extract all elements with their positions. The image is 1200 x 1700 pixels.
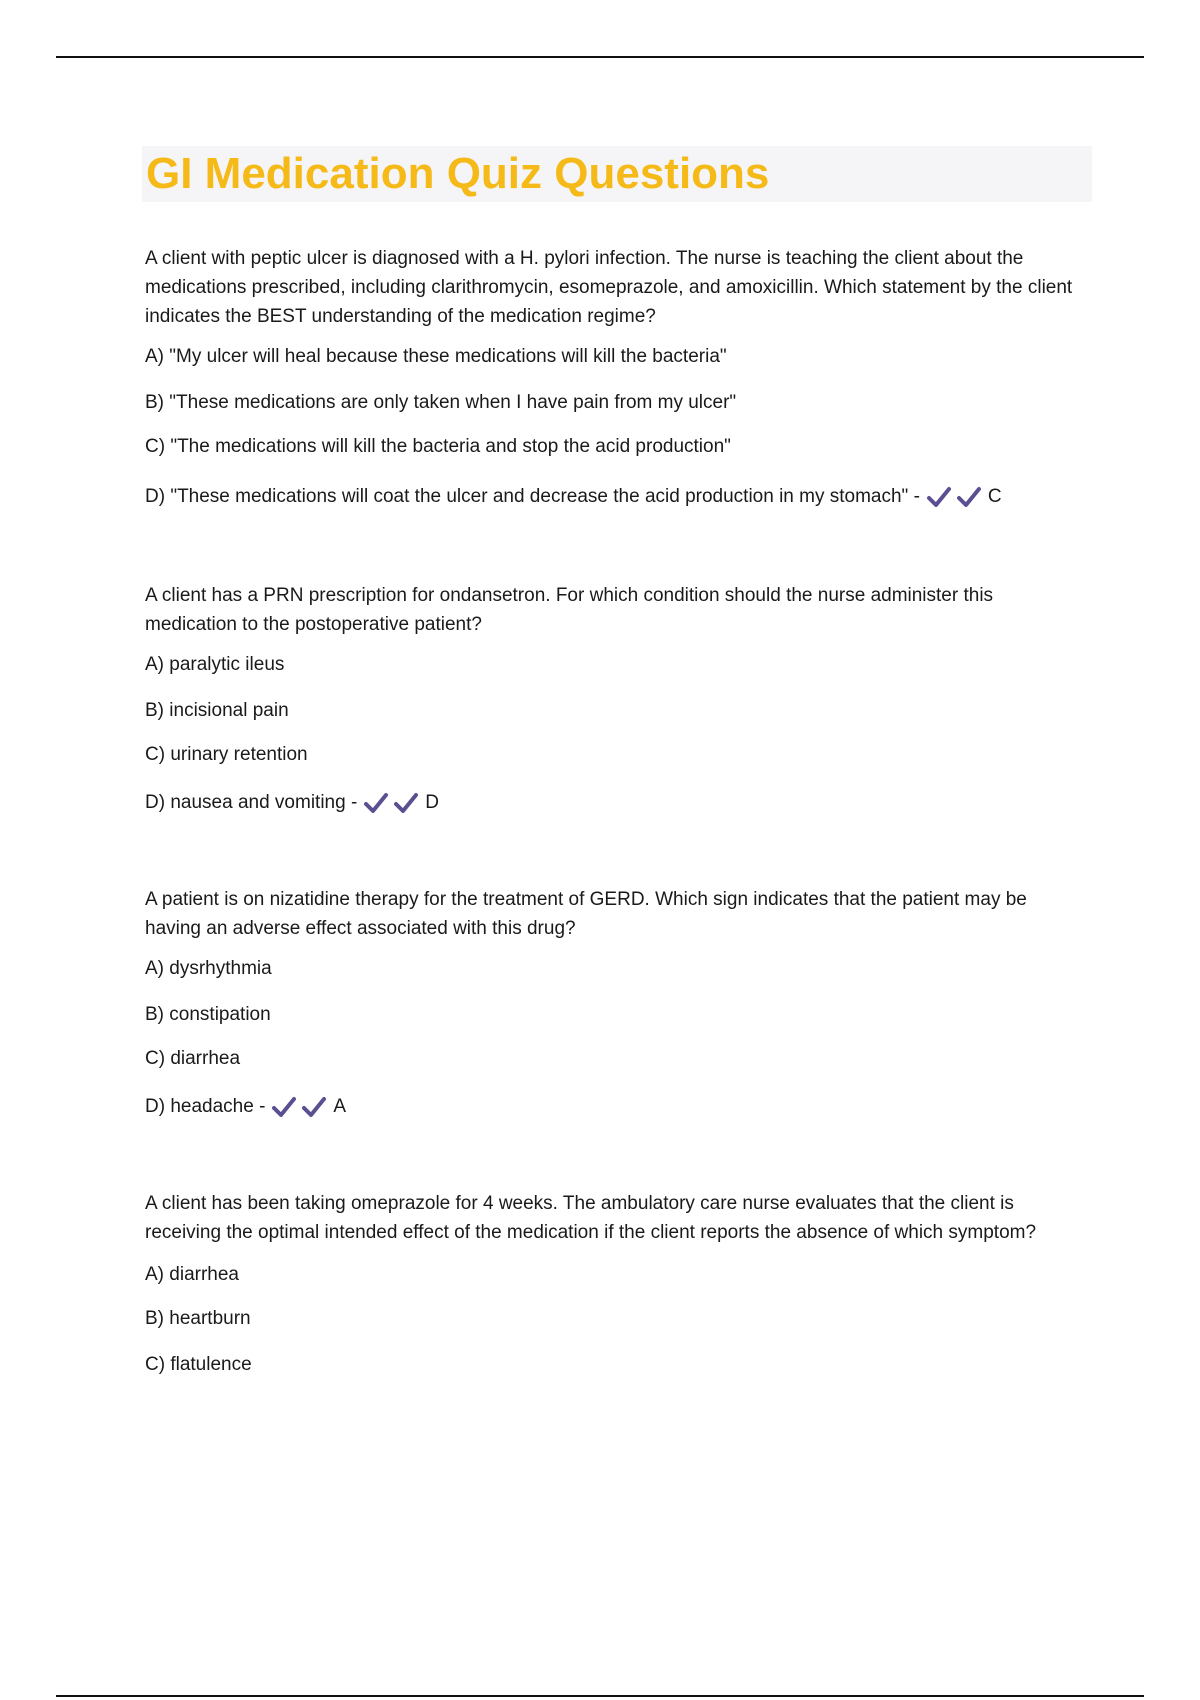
option-c: C) urinary retention — [145, 744, 308, 765]
option-d: D) headache - A — [145, 1093, 1085, 1121]
option-c: C) diarrhea — [145, 1048, 241, 1069]
question-2 — [145, 581, 1085, 817]
answer-letter: A — [333, 1096, 347, 1117]
checkmark-icon — [393, 791, 419, 815]
option-a: A) "My ulcer will heal because these medications will kill the bacteria" — [145, 346, 727, 367]
page-title: GI Medication Quiz Questions — [146, 149, 770, 198]
option-c: C) "The medications will kill the bacteria and stop the acid production" — [145, 436, 731, 457]
question-text: A client has a PRN prescription for ondansetron. For which condition should the nurse administer this medication to the postoperative patient? — [145, 585, 994, 635]
option-a: A) dysrhythmia — [145, 958, 272, 979]
question-1 — [145, 244, 1085, 511]
answer-letter: C — [987, 486, 1002, 507]
option-d: D) "These medications will coat the ulcer and decrease the acid production in my stomach" - C — [145, 483, 1085, 511]
question-3 — [145, 885, 1085, 1121]
option-list — [145, 651, 1085, 817]
answer-marker — [271, 1093, 346, 1121]
top-rule — [56, 56, 1144, 58]
option-b: B) incisional pain — [145, 700, 289, 721]
bottom-rule — [56, 1695, 1144, 1697]
option-a: A) paralytic ileus — [145, 654, 285, 675]
checkmark-icon — [271, 1095, 297, 1119]
option-c: C) flatulence — [145, 1354, 252, 1375]
option-b: B) "These medications are only taken when I have pain from my ulcer" — [145, 392, 737, 413]
option-list — [145, 1261, 1085, 1379]
option-b: B) constipation — [145, 1004, 271, 1025]
question-text: A client with peptic ulcer is diagnosed with a H. pylori infection. The nurse is teaching the client about the medications prescribed, including clarithromycin, esomeprazole, and amoxicillin. Which statement by the client indicates the BEST understanding of the medication regime? — [145, 248, 1073, 327]
answer-letter: D — [425, 792, 440, 813]
option-b: B) heartburn — [145, 1308, 251, 1329]
question-4 — [145, 1189, 1085, 1379]
question-text: A patient is on nizatidine therapy for the treatment of GERD. Which sign indicates that the patient may be having an adverse effect associated with this drug? — [145, 889, 1027, 939]
checkmark-icon — [363, 791, 389, 815]
checkmark-icon — [926, 485, 952, 509]
answer-marker — [363, 789, 439, 817]
checkmark-icon — [956, 485, 982, 509]
checkmark-icon — [301, 1095, 327, 1119]
option-list — [145, 955, 1085, 1121]
answer-marker — [926, 483, 1002, 511]
option-list — [145, 343, 1085, 511]
option-a: A) diarrhea — [145, 1264, 239, 1285]
question-text: A client has been taking omeprazole for 4 weeks. The ambulatory care nurse evaluates that the client is receiving the optimal intended effect of the medication if the client reports the absence of which symptom? — [145, 1193, 1037, 1243]
option-d: D) nausea and vomiting - D — [145, 789, 1085, 817]
